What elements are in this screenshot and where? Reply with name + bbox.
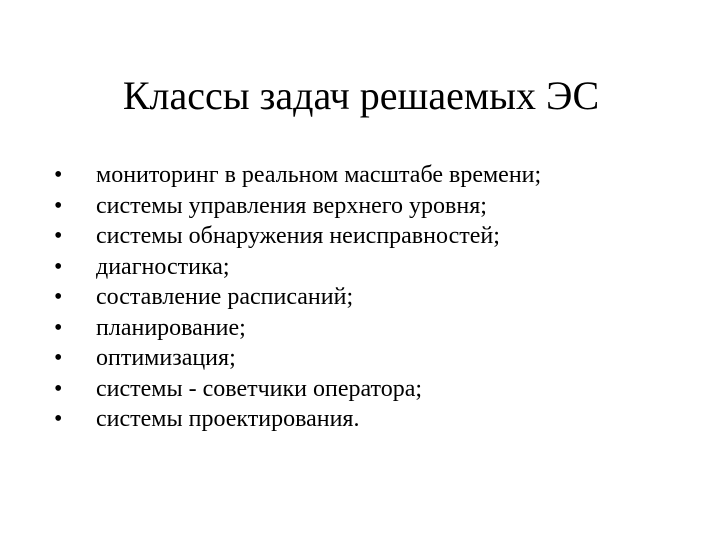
- bullet-icon: •: [54, 375, 63, 402]
- bullet-icon: •: [54, 406, 63, 432]
- list-item-text: оптимизация;: [96, 345, 236, 371]
- list-item-text: составление расписаний;: [96, 284, 354, 310]
- bullet-icon: •: [54, 345, 63, 371]
- bullet-icon: •: [54, 314, 63, 341]
- bullet-icon: •: [54, 192, 63, 219]
- bullet-icon: •: [54, 253, 63, 280]
- bullet-icon: •: [54, 284, 63, 310]
- list-item-text: системы проектирования.: [96, 406, 360, 432]
- list-item-text: системы обнаружения неисправностей;: [96, 223, 500, 249]
- list-item-text: планирование;: [96, 314, 246, 341]
- bullet-icon: •: [54, 223, 63, 249]
- list-item-text: системы - советчики оператора;: [96, 375, 423, 402]
- list-item-text: системы управления верхнего уровня;: [96, 192, 487, 219]
- list-item-text: диагностика;: [96, 253, 230, 280]
- bullet-icon: •: [54, 162, 63, 188]
- slide-title-text: Классы задач решаемых ЭС: [122, 73, 600, 118]
- list-item-text: мониторинг в реальном масштабе времени;: [96, 162, 542, 188]
- slide-title: [0, 70, 720, 122]
